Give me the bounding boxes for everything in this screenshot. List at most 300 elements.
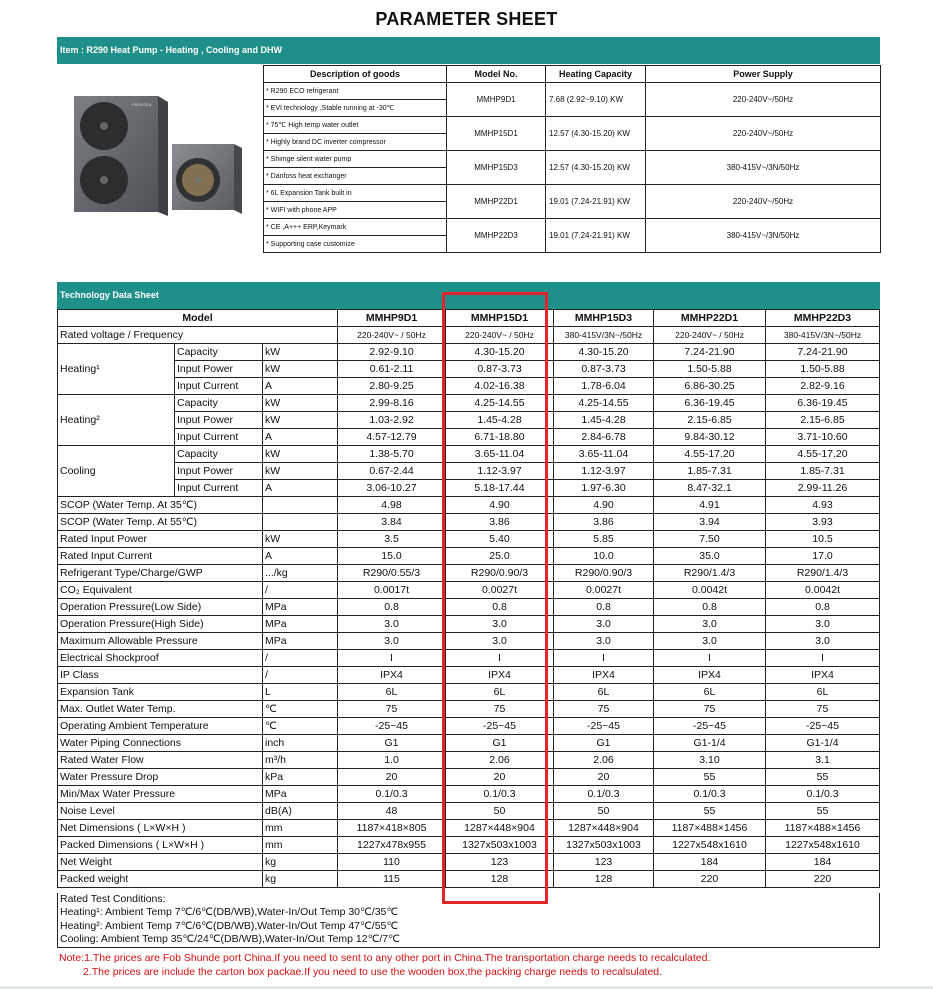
cell-value: IPX4 <box>554 667 654 684</box>
table-row <box>58 395 880 412</box>
cell-value: 1.12-3.97 <box>554 463 654 480</box>
table-row <box>58 480 880 497</box>
goods-description: * EVI technology ,Stable running at -30℃ <box>264 100 447 117</box>
table-row <box>58 548 880 565</box>
cell-value: 6.71-18.80 <box>446 429 554 446</box>
row-label: Rated Water Flow <box>58 752 263 769</box>
cell-value: 3.0 <box>338 633 446 650</box>
cell-value: G1 <box>446 735 554 752</box>
goods-description: * CE ,A+++ ERP,Keymark <box>264 219 447 236</box>
cell-value: 1327x503x1003 <box>446 837 554 854</box>
cell-value: 3.65-11.04 <box>446 446 554 463</box>
cell-value: 0.1/0.3 <box>766 786 880 803</box>
cell-value: 75 <box>554 701 654 718</box>
cell-value: 1.12-3.97 <box>446 463 554 480</box>
table-row <box>58 446 880 463</box>
cell-value: 220 <box>654 871 766 888</box>
cell-value: 3.71-10.60 <box>766 429 880 446</box>
goods-capacity: 19.01 (7.24-21.91) KW <box>546 185 646 219</box>
model-column-header: MMHP9D1 <box>338 310 446 327</box>
table-row <box>58 361 880 378</box>
goods-row <box>264 219 881 236</box>
cell-value: 1.45-4.28 <box>446 412 554 429</box>
unit-cell: A <box>263 378 338 395</box>
row-label: Input Current <box>175 378 263 395</box>
condition-line: Heating¹: Ambient Temp 7℃/6℃(DB/WB),Water-In/Out Temp 30℃/35℃ <box>60 906 399 919</box>
cell-value: 5.40 <box>446 531 554 548</box>
unit-cell: dB(A) <box>263 803 338 820</box>
cell-value: 4.93 <box>766 497 880 514</box>
cell-value: R290/0.90/3 <box>554 565 654 582</box>
cell-value: 8.47-32.1 <box>654 480 766 497</box>
cell-value: 0.8 <box>446 599 554 616</box>
cell-value: 6.36-19.45 <box>654 395 766 412</box>
goods-header-power: Power Supply <box>646 66 881 83</box>
table-row <box>58 412 880 429</box>
cell-value: 75 <box>766 701 880 718</box>
goods-model: MMHP9D1 <box>447 83 546 117</box>
cell-value: G1 <box>554 735 654 752</box>
cell-value: 4.90 <box>446 497 554 514</box>
cell-value: 20 <box>446 769 554 786</box>
cell-value: 15.0 <box>338 548 446 565</box>
cell-value: 115 <box>338 871 446 888</box>
unit-cell: mm <box>263 837 338 854</box>
row-label: Expansion Tank <box>58 684 263 701</box>
table-row <box>58 497 880 514</box>
page-title: PARAMETER SHEET <box>375 9 558 29</box>
cell-value: 2.92-9.10 <box>338 344 446 361</box>
cell-value: R290/0.55/3 <box>338 565 446 582</box>
cell-value: 7.24-21.90 <box>654 344 766 361</box>
cell-value: 380-415V/3N~/50Hz <box>554 327 654 344</box>
cell-value: 2.15-6.85 <box>766 412 880 429</box>
goods-power: 380-415V~/3N/50Hz <box>646 151 881 185</box>
cell-value: 0.1/0.3 <box>446 786 554 803</box>
cell-value: 75 <box>654 701 766 718</box>
note-line-2: 2.The prices are include the carton box packae.If you need to use the wooden box,the packing charge needs to recalsulated. <box>83 966 663 978</box>
cell-value: 3.84 <box>338 514 446 531</box>
unit-cell: L <box>263 684 338 701</box>
cell-value: 2.15-6.85 <box>654 412 766 429</box>
row-label: Net Dimensions ( L×W×H ) <box>58 820 263 837</box>
goods-description: * 6L Expansion Tank built in <box>264 185 447 202</box>
goods-capacity: 12.57 (4.30-15.20) KW <box>546 117 646 151</box>
cell-value: 48 <box>338 803 446 820</box>
tech-table <box>57 309 880 888</box>
unit-cell <box>263 497 338 514</box>
cell-value: 1.38-5.70 <box>338 446 446 463</box>
table-row <box>58 378 880 395</box>
cell-value: -25~45 <box>446 718 554 735</box>
cell-value: 0.0017t <box>338 582 446 599</box>
row-label: Max. Outlet Water Temp. <box>58 701 263 718</box>
table-row <box>58 752 880 769</box>
row-label: CO₂ Equivalent <box>58 582 263 599</box>
goods-capacity: 19.01 (7.24-21.91) KW <box>546 219 646 253</box>
table-row <box>58 582 880 599</box>
unit-cell: MPa <box>263 633 338 650</box>
row-label: Min/Max Water Pressure <box>58 786 263 803</box>
cell-value: 6.36-19.45 <box>766 395 880 412</box>
cell-value: 1.03-2.92 <box>338 412 446 429</box>
cell-value: 0.87-3.73 <box>554 361 654 378</box>
cell-value: 9.84-30.12 <box>654 429 766 446</box>
cell-value: 4.55-17.20 <box>766 446 880 463</box>
cell-value: 4.02-16.38 <box>446 378 554 395</box>
cell-value: 4.98 <box>338 497 446 514</box>
cell-value: 220 <box>766 871 880 888</box>
table-row <box>58 429 880 446</box>
unit-cell: m³/h <box>263 752 338 769</box>
goods-power: 220-240V~/50Hz <box>646 83 881 117</box>
unit-cell: kW <box>263 412 338 429</box>
cell-value: G1 <box>338 735 446 752</box>
cell-value: 3.94 <box>654 514 766 531</box>
unit-cell: A <box>263 548 338 565</box>
cell-value: 1227x548x1610 <box>654 837 766 854</box>
table-row <box>58 769 880 786</box>
unit-cell: .../kg <box>263 565 338 582</box>
cell-value: 50 <box>446 803 554 820</box>
cell-value: 3.65-11.04 <box>554 446 654 463</box>
group-label: Heating² <box>58 395 175 446</box>
table-row <box>58 735 880 752</box>
cell-value: 3.5 <box>338 531 446 548</box>
unit-cell: ℃ <box>263 718 338 735</box>
unit-cell: kW <box>263 344 338 361</box>
cell-value: R290/1.4/3 <box>654 565 766 582</box>
unit-cell: kW <box>263 531 338 548</box>
row-label: Operation Pressure(Low Side) <box>58 599 263 616</box>
table-row <box>58 327 880 344</box>
model-column-header: MMHP15D1 <box>446 310 554 327</box>
cell-value: IPX4 <box>446 667 554 684</box>
row-label: Input Power <box>175 412 263 429</box>
cell-value: I <box>554 650 654 667</box>
goods-description: * Supporting case customize <box>264 236 447 253</box>
cell-value: -25~45 <box>654 718 766 735</box>
cell-value: 1287×448×904 <box>446 820 554 837</box>
unit-cell: kW <box>263 361 338 378</box>
cell-value: 35.0 <box>654 548 766 565</box>
row-label: Water Piping Connections <box>58 735 263 752</box>
unit-cell: inch <box>263 735 338 752</box>
cell-value: 0.8 <box>338 599 446 616</box>
cell-value: 6L <box>554 684 654 701</box>
cell-value: 3.06-10.27 <box>338 480 446 497</box>
cell-value: 3.0 <box>654 633 766 650</box>
cell-value: 110 <box>338 854 446 871</box>
cell-value: G1-1/4 <box>766 735 880 752</box>
row-label: Rated Input Current <box>58 548 263 565</box>
table-row <box>58 837 880 854</box>
table-row <box>58 820 880 837</box>
goods-power: 220-240V~/50Hz <box>646 185 881 219</box>
condition-line: Cooling: Ambient Temp 35℃/24℃(DB/WB),Water-In/Out Temp 12℃/7℃ <box>60 932 400 945</box>
table-row <box>58 616 880 633</box>
cell-value: 4.30-15.20 <box>554 344 654 361</box>
goods-model: MMHP22D1 <box>447 185 546 219</box>
cell-value: 50 <box>554 803 654 820</box>
table-row <box>58 650 880 667</box>
goods-table <box>263 65 881 253</box>
cell-value: 4.25-14.55 <box>446 395 554 412</box>
cell-value: -25~45 <box>766 718 880 735</box>
cell-value: 1227x478x955 <box>338 837 446 854</box>
cell-value: 0.0027t <box>446 582 554 599</box>
cell-value: 10.5 <box>766 531 880 548</box>
row-label: Input Power <box>175 463 263 480</box>
goods-row <box>264 117 881 134</box>
row-label: Input Current <box>175 480 263 497</box>
cell-value: 123 <box>446 854 554 871</box>
cell-value: 0.8 <box>654 599 766 616</box>
row-label: Packed Dimensions ( L×W×H ) <box>58 837 263 854</box>
goods-description: * 75℃ High temp water outlet <box>264 117 447 134</box>
cell-value: 1.78-6.04 <box>554 378 654 395</box>
faint-top-artifact <box>72 0 252 6</box>
row-label: IP Class <box>58 667 263 684</box>
cell-value: 128 <box>446 871 554 888</box>
table-row <box>58 786 880 803</box>
goods-model: MMHP22D3 <box>447 219 546 253</box>
row-label: Input Current <box>175 429 263 446</box>
cell-value: -25~45 <box>554 718 654 735</box>
unit-cell: A <box>263 480 338 497</box>
row-label: Packed weight <box>58 871 263 888</box>
goods-power: 380-415V~/3N/50Hz <box>646 219 881 253</box>
goods-description: * WIFI with phone APP <box>264 202 447 219</box>
cell-value: 1.50-5.88 <box>766 361 880 378</box>
table-row <box>58 565 880 582</box>
table-row <box>58 667 880 684</box>
table-row <box>58 463 880 480</box>
cell-value: 2.80-9.25 <box>338 378 446 395</box>
cell-value: -25~45 <box>338 718 446 735</box>
table-row <box>58 701 880 718</box>
cell-value: 5.85 <box>554 531 654 548</box>
cell-value: 184 <box>654 854 766 871</box>
tech-header-row <box>58 310 880 327</box>
cell-value: R290/0.90/3 <box>446 565 554 582</box>
product-brand-text: PROCOOL <box>132 102 153 107</box>
goods-capacity: 7.68 (2.92~9.10) KW <box>546 83 646 117</box>
cell-value: 1287×448×904 <box>554 820 654 837</box>
cell-value: I <box>446 650 554 667</box>
test-conditions <box>57 893 880 948</box>
table-row <box>58 803 880 820</box>
goods-header-model: Model No. <box>447 66 546 83</box>
goods-table-body <box>264 83 881 253</box>
cell-value: 20 <box>338 769 446 786</box>
unit-cell: ℃ <box>263 701 338 718</box>
unit-cell: MPa <box>263 599 338 616</box>
cell-value: IPX4 <box>338 667 446 684</box>
cell-value: 3.0 <box>766 616 880 633</box>
cell-value: 2.06 <box>554 752 654 769</box>
cell-value: 0.1/0.3 <box>554 786 654 803</box>
cell-value: 7.50 <box>654 531 766 548</box>
cell-value: 0.1/0.3 <box>654 786 766 803</box>
cell-value: 3.93 <box>766 514 880 531</box>
cell-value: 0.8 <box>554 599 654 616</box>
cell-value: 3.0 <box>338 616 446 633</box>
cell-value: 1187×488×1456 <box>766 820 880 837</box>
cell-value: 17.0 <box>766 548 880 565</box>
group-label: Heating¹ <box>58 344 175 395</box>
unit-cell: A <box>263 429 338 446</box>
cell-value: 0.1/0.3 <box>338 786 446 803</box>
goods-power: 220-240V~/50Hz <box>646 117 881 151</box>
cell-value: 1.0 <box>338 752 446 769</box>
unit-cell: kPa <box>263 769 338 786</box>
cell-value: 55 <box>766 769 880 786</box>
row-label: Water Pressure Drop <box>58 769 263 786</box>
cell-value: 3.86 <box>554 514 654 531</box>
cell-value: 1.45-4.28 <box>554 412 654 429</box>
unit-cell: kW <box>263 463 338 480</box>
cell-value: 10.0 <box>554 548 654 565</box>
table-row <box>58 531 880 548</box>
row-label: Operation Pressure(High Side) <box>58 616 263 633</box>
cell-value: 7.24-21.90 <box>766 344 880 361</box>
model-header: Model <box>58 310 338 327</box>
row-label: Operating Ambient Temperature <box>58 718 263 735</box>
cell-value: 55 <box>654 803 766 820</box>
unit-cell: mm <box>263 820 338 837</box>
row-label: Rated voltage / Frequency <box>58 327 338 344</box>
goods-header-capacity: Heating Capacity <box>546 66 646 83</box>
cell-value: 4.57-12.79 <box>338 429 446 446</box>
cell-value: 3.0 <box>446 616 554 633</box>
row-label: Electrical Shockproof <box>58 650 263 667</box>
cell-value: I <box>766 650 880 667</box>
cell-value: 2.99-11.26 <box>766 480 880 497</box>
unit-cell: MPa <box>263 616 338 633</box>
heat-pump-image <box>68 92 248 222</box>
cell-value: 3.10 <box>654 752 766 769</box>
conditions-title: Rated Test Conditions: <box>60 893 166 905</box>
row-label: Capacity <box>175 344 263 361</box>
cell-value: 3.86 <box>446 514 554 531</box>
item-bar: Item : R290 Heat Pump - Heating , Cooling and DHW <box>57 37 880 64</box>
table-row <box>58 854 880 871</box>
goods-row <box>264 151 881 168</box>
row-label: Net Weight <box>58 854 263 871</box>
goods-description: * R290 ECO refrigerant <box>264 83 447 100</box>
cell-value: 220-240V~ / 50Hz <box>654 327 766 344</box>
row-label: Rated Input Power <box>58 531 263 548</box>
cell-value: 0.0042t <box>766 582 880 599</box>
unit-cell: / <box>263 667 338 684</box>
tech-bar: Technology Data Sheet <box>57 282 880 309</box>
table-row <box>58 871 880 888</box>
cell-value: 220-240V~ / 50Hz <box>446 327 554 344</box>
cell-value: I <box>338 650 446 667</box>
cell-value: 75 <box>338 701 446 718</box>
unit-cell: kW <box>263 446 338 463</box>
unit-cell: kW <box>263 395 338 412</box>
row-label: Refrigerant Type/Charge/GWP <box>58 565 263 582</box>
row-label: SCOP (Water Temp. At 35℃) <box>58 497 263 514</box>
cell-value: 1.50-5.88 <box>654 361 766 378</box>
unit-cell: / <box>263 582 338 599</box>
cell-value: 0.61-2.11 <box>338 361 446 378</box>
cell-value: 4.30-15.20 <box>446 344 554 361</box>
cell-value: 6.86-30.25 <box>654 378 766 395</box>
goods-model: MMHP15D3 <box>447 151 546 185</box>
goods-row <box>264 185 881 202</box>
cell-value: 6L <box>766 684 880 701</box>
unit-cell: kg <box>263 871 338 888</box>
cell-value: 1.85-7.31 <box>766 463 880 480</box>
model-column-header: MMHP22D1 <box>654 310 766 327</box>
row-label: Capacity <box>175 395 263 412</box>
cell-value: IPX4 <box>654 667 766 684</box>
row-label: SCOP (Water Temp. At 55℃) <box>58 514 263 531</box>
cell-value: 1327x503x1003 <box>554 837 654 854</box>
cell-value: 0.0027t <box>554 582 654 599</box>
row-label: Capacity <box>175 446 263 463</box>
model-column-header: MMHP22D3 <box>766 310 880 327</box>
unit-cell: / <box>263 650 338 667</box>
cell-value: IPX4 <box>766 667 880 684</box>
cell-value: 128 <box>554 871 654 888</box>
group-label: Cooling <box>58 446 175 497</box>
cell-value: 184 <box>766 854 880 871</box>
cell-value: 4.25-14.55 <box>554 395 654 412</box>
cell-value: 6L <box>654 684 766 701</box>
cell-value: 6L <box>446 684 554 701</box>
condition-line: Heating²: Ambient Temp 7℃/6℃(DB/WB),Water-In/Out Temp 47℃/55℃ <box>60 919 399 932</box>
cell-value: 1.97-6.30 <box>554 480 654 497</box>
goods-capacity: 12.57 (4.30-15.20) KW <box>546 151 646 185</box>
cell-value: R290/1.4/3 <box>766 565 880 582</box>
cell-value: 2.99-8.16 <box>338 395 446 412</box>
cell-value: 0.67-2.44 <box>338 463 446 480</box>
cell-value: 2.82-9.16 <box>766 378 880 395</box>
row-label: Maximum Allowable Pressure <box>58 633 263 650</box>
cell-value: 25.0 <box>446 548 554 565</box>
cell-value: 3.0 <box>446 633 554 650</box>
cell-value: 3.0 <box>766 633 880 650</box>
table-row <box>58 344 880 361</box>
cell-value: 5.18-17.44 <box>446 480 554 497</box>
cell-value: 3.0 <box>554 616 654 633</box>
table-row <box>58 599 880 616</box>
cell-value: 380-415V/3N~/50Hz <box>766 327 880 344</box>
table-row <box>58 633 880 650</box>
cell-value: 6L <box>338 684 446 701</box>
cell-value: 0.0042t <box>654 582 766 599</box>
row-label: Noise Level <box>58 803 263 820</box>
goods-description: * Shimge silent water pump <box>264 151 447 168</box>
cell-value: I <box>654 650 766 667</box>
goods-model: MMHP15D1 <box>447 117 546 151</box>
cell-value: 3.1 <box>766 752 880 769</box>
goods-row <box>264 83 881 100</box>
cell-value: 3.0 <box>654 616 766 633</box>
unit-cell <box>263 514 338 531</box>
cell-value: 75 <box>446 701 554 718</box>
cell-value: 2.06 <box>446 752 554 769</box>
cell-value: 1227x548x1610 <box>766 837 880 854</box>
cell-value: 123 <box>554 854 654 871</box>
cell-value: 1187×488×1456 <box>654 820 766 837</box>
tech-table-body <box>58 310 880 888</box>
cell-value: 1187×418×805 <box>338 820 446 837</box>
